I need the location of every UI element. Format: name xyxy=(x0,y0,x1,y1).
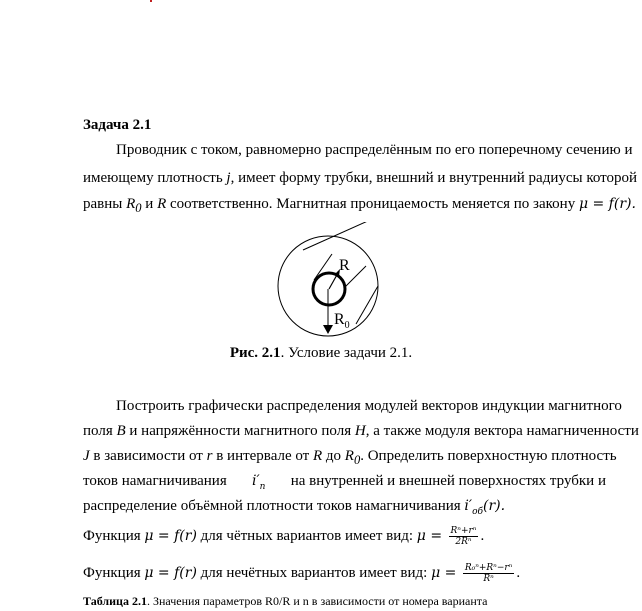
p2-line3: J в зависимости от r в интервале от R до $R_0$. Определить поверхностную плотность xyxy=(83,448,617,467)
p2-line4: токов намагничивания $i'_п$ на внутренней и внешней поверхностях трубки и xyxy=(83,473,606,492)
hatch-line-1 xyxy=(314,254,332,280)
p2-line1: Построить графически распределения модулей векторов индукции магнитного xyxy=(116,398,622,414)
tangent-line-top xyxy=(303,222,370,250)
label-R: R xyxy=(339,257,350,274)
p1-line2: имеющему плотность j, имеет форму трубки, внешний и внутренний радиусы которой xyxy=(83,170,638,186)
figure-caption: Рис. 2.1. Условие задачи 2.1. xyxy=(229,345,413,361)
even-fraction: $\frac{\text{Rⁿ+rⁿ}}{\text{2Rⁿ}}$ xyxy=(450,526,477,548)
r0-arrowhead xyxy=(323,325,333,334)
label-R0: $R_0$ xyxy=(334,311,350,331)
p2-line5: распределение объёмной плотности токов намагничивания $i'_{об}(r)$. xyxy=(83,498,506,517)
figure-tube xyxy=(270,222,380,340)
page-mark xyxy=(150,0,152,2)
p2-line2: поля B и напряжённости магнитного поля H, а также модуля вектора намагниченности xyxy=(83,423,639,439)
odd-formula-line: Функция μ = f(r) для нечётных вариантов имеет вид: μ = $\frac{\text{R₀ⁿ+Rⁿ−rⁿ}}{\text{Rⁿ}}$ . xyxy=(83,563,521,585)
odd-fraction: $\frac{\text{R₀ⁿ+Rⁿ−rⁿ}}{\text{Rⁿ}}$ xyxy=(464,563,513,585)
even-formula-line: Функция μ = f(r) для чётных вариантов имеет вид: μ = $\frac{\text{Rⁿ+rⁿ}}{\text{2Rⁿ}}$ . xyxy=(83,526,485,548)
table-caption: Таблица 2.1. Значения параметров R0/R и n в зависимости от номера варианта xyxy=(83,594,488,608)
p1-line3: равны $R_0$ и R соответственно. Магнитная проницаемость меняется по закону μ = f(r). xyxy=(83,196,636,215)
p1-line1: Проводник с током, равномерно распределённым по его поперечному сечению и xyxy=(116,142,633,158)
task-title: Задача 2.1 xyxy=(83,117,152,133)
